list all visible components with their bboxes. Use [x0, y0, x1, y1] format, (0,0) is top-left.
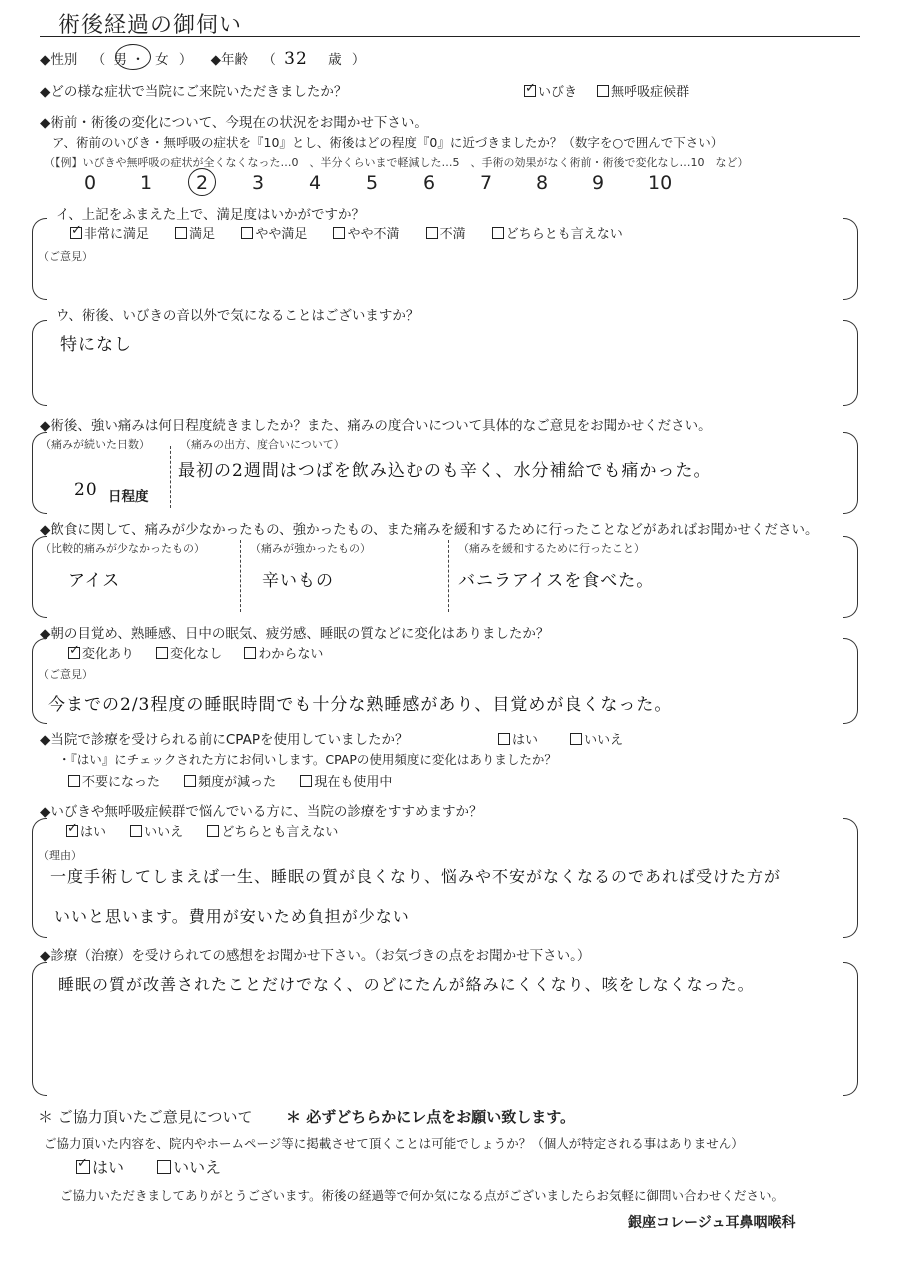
sex-open: （ — [91, 52, 106, 68]
q3-opt-1-label: 満足 — [189, 227, 216, 242]
q4-bracket-right — [843, 320, 858, 406]
q9-bracket-left — [32, 818, 47, 938]
scale-7[interactable]: 7 — [480, 172, 493, 194]
q1-options — [524, 81, 689, 100]
q4-answer[interactable]: 特になし — [60, 335, 132, 355]
q7-text: ◆朝の目覚め、熟睡感、日中の眠気、疲労感、睡眠の質などに変化はありましたか？ — [40, 626, 550, 642]
q9-text: ◆いびきや無呼吸症候群で悩んでいる方に、当院の診療をすすめますか？ — [40, 804, 483, 820]
q7-opt-1-label: 変化なし — [170, 647, 223, 662]
q9-answer-line2[interactable]: いいと思います。費用が安いため負担が少ない — [54, 907, 410, 926]
q5-days-unit: 日程度 — [108, 489, 149, 505]
q3-opt-2-checkbox[interactable] — [241, 227, 253, 239]
q6-divider-2 — [448, 540, 449, 612]
footer-yes-label: はい — [92, 1158, 125, 1177]
scale-8[interactable]: 8 — [536, 172, 549, 194]
q5-divider — [170, 446, 171, 508]
q8-options — [498, 729, 623, 748]
sex-close: ） — [178, 52, 193, 68]
q9-opt-0-label: はい — [80, 825, 107, 840]
q3-opt-0-checkbox[interactable] — [70, 227, 82, 239]
q10-bracket-right — [843, 962, 858, 1096]
q10-bracket-left — [32, 962, 47, 1096]
q1-text: ◆どの様な症状で当院にご来院いただきましたか？ — [40, 84, 348, 100]
q3-opt-2-label: やや満足 — [255, 227, 308, 242]
q5-days-value[interactable]: 20 — [74, 480, 98, 500]
q1-snore-checkbox[interactable] — [524, 85, 536, 97]
q10-answer[interactable]: 睡眠の質が改善されたことだけでなく、のどにたんが絡みにくくなり、咳をしなくなった。 — [58, 975, 755, 994]
q6-col2-label: （痛みが強かったもの） — [250, 542, 371, 555]
q6-divider-1 — [240, 540, 241, 612]
q8-no-checkbox[interactable] — [570, 733, 582, 745]
q3-opt-3-checkbox[interactable] — [333, 227, 345, 239]
q8-text: ◆当院で診療を受けられる前にCPAPを使用していましたか？ — [40, 732, 409, 748]
q3-bracket-right — [843, 218, 858, 300]
q2-example: （【例】いびきや無呼吸の症状が全くなくなった…0 、半分くらいまで軽減した…5 、手術の効果がなく術前・術後で変化なし…10 など） — [44, 156, 749, 169]
age-unit: 歳 — [328, 52, 342, 68]
q9-opt-2-label: どちらとも言えない — [221, 825, 339, 840]
q7-opt-0-label: 変化あり — [82, 647, 135, 662]
q7-answer[interactable]: 今までの2/3程度の睡眠時間でも十分な熟睡感があり、目覚めが良くなった。 — [48, 695, 673, 715]
q8-followup-options — [68, 771, 392, 790]
footer-yes-checkbox[interactable] — [76, 1160, 90, 1174]
footer-note2: ＊ 必ずどちらかにレ点をお願い致します。 — [286, 1108, 576, 1126]
sex-dot: ・ — [131, 52, 145, 68]
q3-opt-4-checkbox[interactable] — [426, 227, 438, 239]
q9-opt-0-checkbox[interactable] — [66, 825, 78, 837]
q5-degree-answer[interactable]: 最初の2週間はつばを飲み込むのも辛く、水分補給でも痛かった。 — [178, 461, 712, 481]
q3-options — [70, 223, 623, 242]
clinic-name: 銀座コレージュ耳鼻咽喉科 — [628, 1215, 796, 1231]
q2-text: ◆術前・術後の変化について、今現在の状況をお聞かせ下さい。 — [40, 115, 428, 131]
q3-opt-5-label: どちらとも言えない — [505, 227, 623, 242]
scale-2[interactable]: 2 — [196, 172, 209, 194]
age-label: ◆年齢 — [210, 52, 249, 68]
page-title: 術後経過の御伺い — [58, 13, 243, 38]
age-close: ） — [351, 52, 366, 68]
q9-bracket-right — [843, 818, 858, 938]
q6-col2-answer[interactable]: 辛いもの — [262, 571, 334, 591]
q8-opt-0-label: 不要になった — [82, 775, 161, 790]
q8-opt-1-label: 頻度が減った — [198, 775, 277, 790]
scale-3[interactable]: 3 — [252, 172, 265, 194]
scale-6[interactable]: 6 — [423, 172, 436, 194]
scale-4[interactable]: 4 — [309, 172, 322, 194]
footer-thanks: ご協力いただきましてありがとうございます。術後の経過等で何か気になる点がございましたらお気軽に御問い合わせください。 — [60, 1188, 785, 1203]
footer-no-label: いいえ — [173, 1158, 222, 1177]
footer-question: ご協力頂いた内容を、院内やホームページ等に掲載させて頂くことは可能でしょうか？（個人が特定される事はありません） — [44, 1136, 744, 1151]
q8-followup: ・『はい』にチェックされた方にお伺いします。CPAPの使用頻度に変化はありましたか？ — [58, 752, 557, 767]
q7-opt-0-checkbox[interactable] — [68, 647, 80, 659]
scale-9[interactable]: 9 — [592, 172, 605, 194]
sex-row — [40, 48, 365, 69]
q8-yes-checkbox[interactable] — [498, 733, 510, 745]
q8-opt-2-checkbox[interactable] — [300, 775, 312, 787]
q4-bracket-left — [32, 320, 47, 406]
q3-opt-1-checkbox[interactable] — [175, 227, 187, 239]
title-underline — [40, 36, 860, 37]
q9-opt-1-checkbox[interactable] — [130, 825, 142, 837]
q2-a-text: ア、術前のいびき・無呼吸の症状を『10』とし、術後はどの程度『0』に近づきましたか？（数字を○で囲んで下さい） — [52, 135, 724, 150]
q6-text: ◆飲食に関して、痛みが少なかったもの、強かったもの、また痛みを緩和するために行ったことなどがあればお聞かせください。 — [40, 522, 819, 538]
selected-scale-circle — [188, 168, 216, 196]
footer-options — [76, 1155, 221, 1178]
q8-opt-0-checkbox[interactable] — [68, 775, 80, 787]
sex-label: ◆性別 — [40, 52, 78, 68]
q3-opt-0-label: 非常に満足 — [84, 227, 150, 242]
q3-text: イ、上記をふまえた上で、満足度はいかがですか？ — [56, 207, 366, 223]
q9-opt-1-label: いいえ — [144, 825, 184, 840]
q8-no-label: いいえ — [584, 733, 624, 748]
q10-text: ◆診療（治療）を受けられての感想をお聞かせ下さい。（お気づきの点をお聞かせ下さい。） — [40, 948, 591, 964]
q9-reason-label: （理由） — [38, 849, 82, 862]
q5-days-label: （痛みが続いた日数） — [40, 438, 150, 451]
age-open: （ — [262, 52, 276, 68]
q6-col3-label: （痛みを緩和するために行ったこと） — [458, 542, 645, 555]
scale-0[interactable]: 0 — [84, 172, 97, 194]
footer-note1: ＊ ご協力頂いたご意見について — [38, 1108, 253, 1126]
q6-col3-answer[interactable]: バニラアイスを食べた。 — [458, 571, 655, 591]
q7-opinion-label: （ご意見） — [38, 668, 93, 681]
q6-col1-label: （比較的痛みが少なかったもの） — [40, 542, 205, 555]
q5-text: ◆術後、強い痛みは何日程度続きましたか？また、痛みの度合いについて具体的なご意見をお聞かせください。 — [40, 418, 712, 434]
q9-options — [66, 821, 338, 840]
q7-opt-2-label: わからない — [258, 647, 324, 662]
scale-1[interactable]: 1 — [140, 172, 153, 194]
q1-apnea-label: 無呼吸症候群 — [611, 85, 690, 100]
q7-options — [68, 643, 323, 662]
male-circle — [115, 44, 151, 70]
q7-bracket-right — [843, 638, 858, 724]
q8-yes-label: はい — [512, 733, 539, 748]
q1-apnea-checkbox[interactable] — [597, 85, 609, 97]
q7-opt-1-checkbox[interactable] — [156, 647, 168, 659]
sex-male[interactable]: 男 — [113, 52, 127, 68]
q3-opt-3-label: やや不満 — [347, 227, 400, 242]
q6-bracket-right — [843, 536, 858, 618]
q7-opt-2-checkbox[interactable] — [244, 647, 256, 659]
q3-opt-4-label: 不満 — [439, 227, 466, 242]
q6-col1-answer[interactable]: アイス — [68, 571, 121, 591]
q9-opt-2-checkbox[interactable] — [207, 825, 219, 837]
q3-opt-5-checkbox[interactable] — [492, 227, 504, 239]
footer-no-checkbox[interactable] — [157, 1160, 171, 1174]
q8-opt-2-label: 現在も使用中 — [314, 775, 393, 790]
q5-degree-label: （痛みの出方、度合いについて） — [180, 438, 345, 451]
q3-opinion-label: （ご意見） — [38, 250, 93, 263]
age-value[interactable]: 32 — [284, 49, 308, 69]
q9-answer-line1[interactable]: 一度手術してしまえば一生、睡眠の質が良くなり、悩みや不安がなくなるのであれば受けた方が — [50, 867, 782, 886]
q1-snore-label: いびき — [538, 85, 578, 100]
scale-5[interactable]: 5 — [366, 172, 379, 194]
q4-text: ウ、術後、いびきの音以外で気になることはございますか？ — [56, 308, 420, 324]
q8-opt-1-checkbox[interactable] — [184, 775, 196, 787]
q5-bracket-right — [843, 432, 858, 514]
sex-female[interactable]: 女 — [155, 52, 169, 68]
scale-10[interactable]: 10 — [648, 172, 673, 194]
